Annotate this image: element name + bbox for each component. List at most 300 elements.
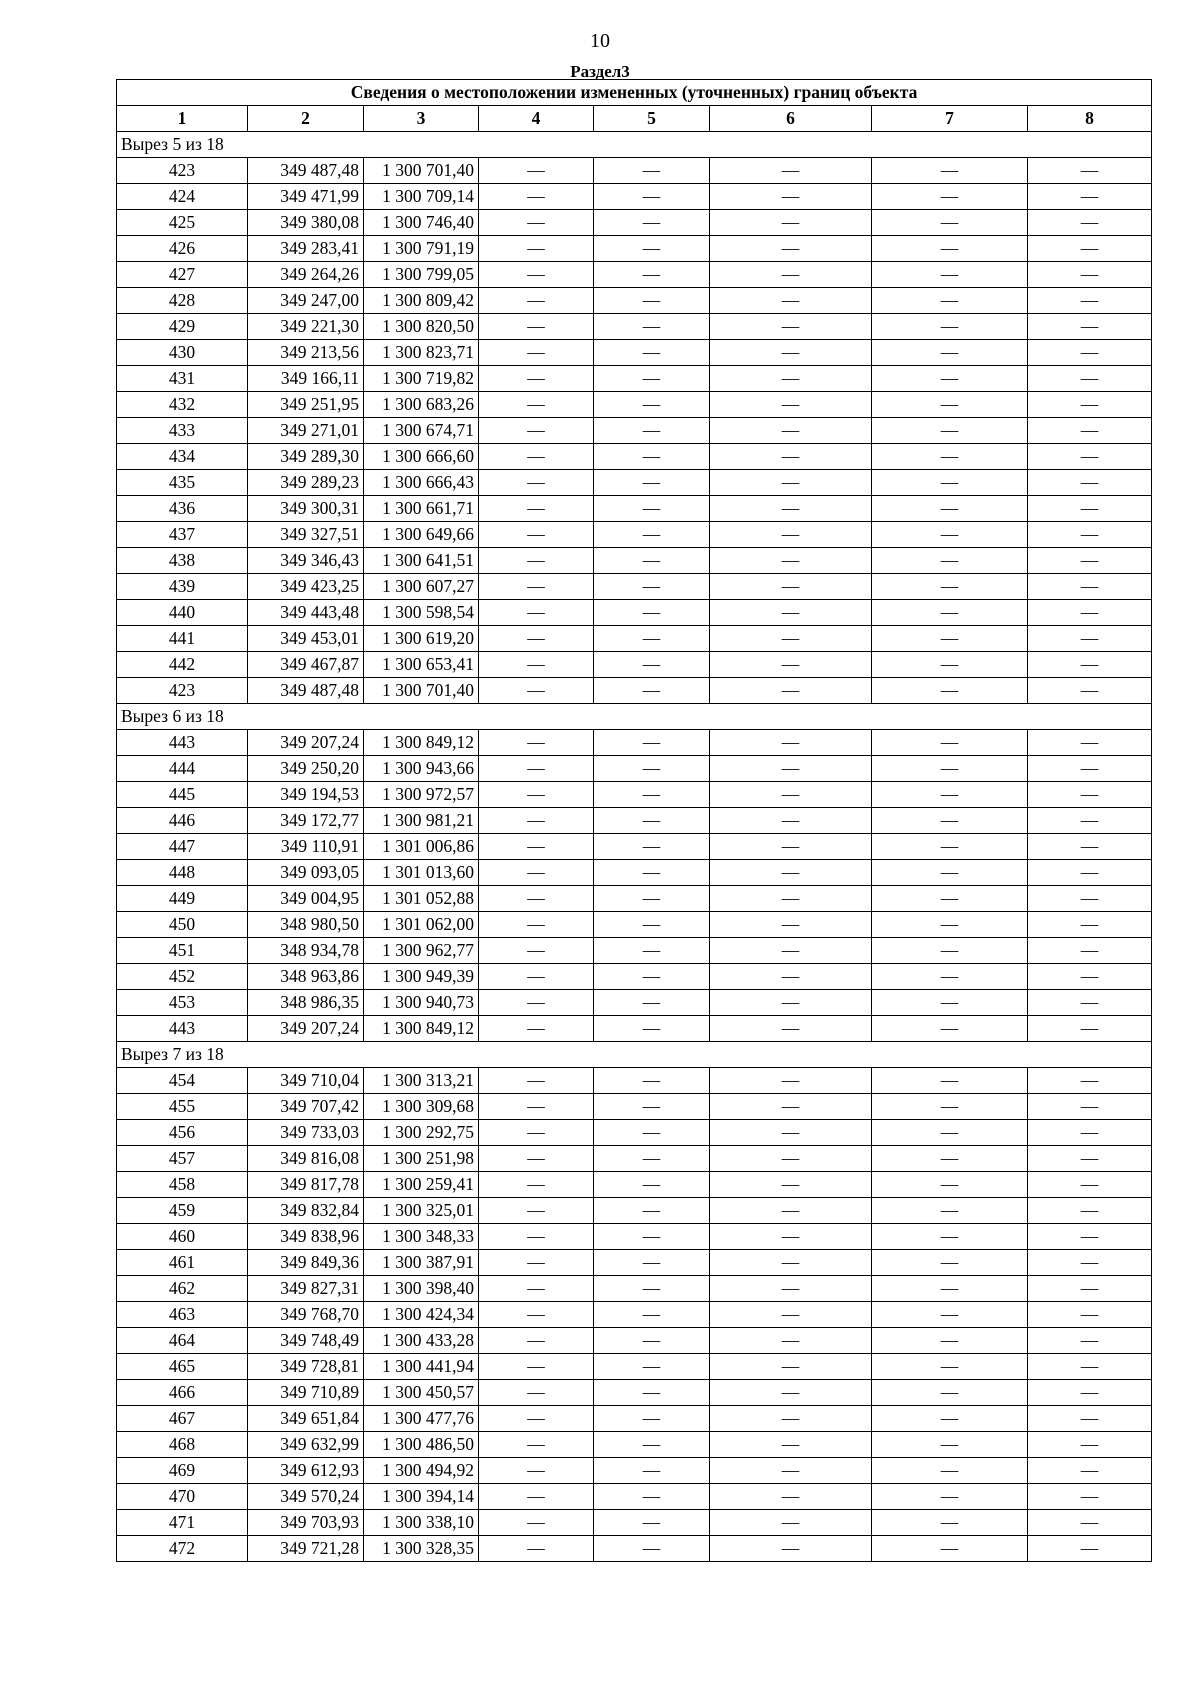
empty-value-cell: — — [479, 1146, 594, 1172]
y-coordinate-cell: 1 300 943,66 — [364, 756, 479, 782]
empty-value-cell: — — [1028, 1198, 1152, 1224]
y-coordinate-cell: 1 300 450,57 — [364, 1380, 479, 1406]
empty-value-cell: — — [1028, 366, 1152, 392]
table-row — [117, 314, 1152, 340]
empty-value-cell: — — [872, 522, 1028, 548]
empty-value-cell: — — [872, 210, 1028, 236]
point-number-cell: 467 — [117, 1406, 248, 1432]
y-coordinate-cell: 1 300 940,73 — [364, 990, 479, 1016]
x-coordinate-cell: 349 271,01 — [248, 418, 364, 444]
table-row — [117, 834, 1152, 860]
empty-value-cell: — — [1028, 288, 1152, 314]
empty-value-cell: — — [594, 548, 710, 574]
column-header: 8 — [1028, 106, 1152, 132]
empty-value-cell: — — [479, 1172, 594, 1198]
y-coordinate-cell: 1 300 433,28 — [364, 1328, 479, 1354]
empty-value-cell: — — [594, 912, 710, 938]
empty-value-cell: — — [594, 444, 710, 470]
empty-value-cell: — — [479, 158, 594, 184]
table-row — [117, 1172, 1152, 1198]
point-number-cell: 438 — [117, 548, 248, 574]
empty-value-cell: — — [594, 1484, 710, 1510]
empty-value-cell: — — [710, 314, 872, 340]
empty-value-cell: — — [1028, 262, 1152, 288]
empty-value-cell: — — [594, 1250, 710, 1276]
empty-value-cell: — — [479, 574, 594, 600]
table-row — [117, 860, 1152, 886]
empty-value-cell: — — [479, 392, 594, 418]
empty-value-cell: — — [1028, 1536, 1152, 1562]
empty-value-cell: — — [594, 1224, 710, 1250]
x-coordinate-cell: 349 207,24 — [248, 1016, 364, 1042]
x-coordinate-cell: 349 423,25 — [248, 574, 364, 600]
empty-value-cell: — — [872, 834, 1028, 860]
y-coordinate-cell: 1 300 325,01 — [364, 1198, 479, 1224]
x-coordinate-cell: 349 346,43 — [248, 548, 364, 574]
y-coordinate-cell: 1 300 641,51 — [364, 548, 479, 574]
empty-value-cell: — — [710, 1224, 872, 1250]
empty-value-cell: — — [710, 1354, 872, 1380]
empty-value-cell: — — [594, 1380, 710, 1406]
empty-value-cell: — — [479, 1016, 594, 1042]
empty-value-cell: — — [594, 938, 710, 964]
empty-value-cell: — — [710, 756, 872, 782]
empty-value-cell: — — [1028, 626, 1152, 652]
x-coordinate-cell: 349 283,41 — [248, 236, 364, 262]
y-coordinate-cell: 1 300 666,60 — [364, 444, 479, 470]
empty-value-cell: — — [479, 522, 594, 548]
empty-value-cell: — — [710, 1432, 872, 1458]
point-number-cell: 454 — [117, 1068, 248, 1094]
empty-value-cell: — — [872, 340, 1028, 366]
empty-value-cell: — — [479, 184, 594, 210]
table-row — [117, 1146, 1152, 1172]
empty-value-cell: — — [594, 860, 710, 886]
empty-value-cell: — — [872, 1406, 1028, 1432]
empty-value-cell: — — [872, 392, 1028, 418]
empty-value-cell: — — [872, 678, 1028, 704]
empty-value-cell: — — [872, 1510, 1028, 1536]
empty-value-cell: — — [1028, 1146, 1152, 1172]
empty-value-cell: — — [594, 496, 710, 522]
empty-value-cell: — — [872, 1250, 1028, 1276]
x-coordinate-cell: 349 487,48 — [248, 678, 364, 704]
empty-value-cell: — — [710, 288, 872, 314]
x-coordinate-cell: 349 264,26 — [248, 262, 364, 288]
empty-value-cell: — — [710, 652, 872, 678]
empty-value-cell: — — [1028, 990, 1152, 1016]
empty-value-cell: — — [594, 626, 710, 652]
empty-value-cell: — — [710, 1172, 872, 1198]
empty-value-cell: — — [1028, 444, 1152, 470]
empty-value-cell: — — [594, 1146, 710, 1172]
x-coordinate-cell: 349 004,95 — [248, 886, 364, 912]
y-coordinate-cell: 1 300 719,82 — [364, 366, 479, 392]
point-number-cell: 448 — [117, 860, 248, 886]
empty-value-cell: — — [710, 1380, 872, 1406]
x-coordinate-cell: 349 453,01 — [248, 626, 364, 652]
empty-value-cell: — — [1028, 418, 1152, 444]
y-coordinate-cell: 1 300 338,10 — [364, 1510, 479, 1536]
empty-value-cell: — — [594, 158, 710, 184]
empty-value-cell: — — [479, 210, 594, 236]
y-coordinate-cell: 1 300 701,40 — [364, 158, 479, 184]
empty-value-cell: — — [872, 860, 1028, 886]
empty-value-cell: — — [594, 392, 710, 418]
point-number-cell: 469 — [117, 1458, 248, 1484]
x-coordinate-cell: 349 221,30 — [248, 314, 364, 340]
page-number: 10 — [590, 30, 610, 52]
y-coordinate-cell: 1 300 849,12 — [364, 730, 479, 756]
empty-value-cell: — — [710, 600, 872, 626]
empty-value-cell: — — [479, 1432, 594, 1458]
point-number-cell: 451 — [117, 938, 248, 964]
empty-value-cell: — — [710, 236, 872, 262]
empty-value-cell: — — [872, 1068, 1028, 1094]
empty-value-cell: — — [1028, 600, 1152, 626]
empty-value-cell: — — [872, 158, 1028, 184]
point-number-cell: 434 — [117, 444, 248, 470]
table-row — [117, 756, 1152, 782]
y-coordinate-cell: 1 300 394,14 — [364, 1484, 479, 1510]
empty-value-cell: — — [710, 1328, 872, 1354]
empty-value-cell: — — [872, 366, 1028, 392]
empty-value-cell: — — [872, 1120, 1028, 1146]
empty-value-cell: — — [1028, 184, 1152, 210]
empty-value-cell: — — [710, 1484, 872, 1510]
point-number-cell: 423 — [117, 678, 248, 704]
x-coordinate-cell: 349 570,24 — [248, 1484, 364, 1510]
empty-value-cell: — — [710, 964, 872, 990]
x-coordinate-cell: 349 838,96 — [248, 1224, 364, 1250]
point-number-cell: 433 — [117, 418, 248, 444]
point-number-cell: 423 — [117, 158, 248, 184]
x-coordinate-cell: 349 166,11 — [248, 366, 364, 392]
point-number-cell: 441 — [117, 626, 248, 652]
empty-value-cell: — — [1028, 860, 1152, 886]
y-coordinate-cell: 1 300 791,19 — [364, 236, 479, 262]
empty-value-cell: — — [710, 1510, 872, 1536]
empty-value-cell: — — [1028, 756, 1152, 782]
y-coordinate-cell: 1 300 683,26 — [364, 392, 479, 418]
x-coordinate-cell: 349 816,08 — [248, 1146, 364, 1172]
empty-value-cell: — — [872, 548, 1028, 574]
x-coordinate-cell: 349 612,93 — [248, 1458, 364, 1484]
empty-value-cell: — — [872, 1016, 1028, 1042]
y-coordinate-cell: 1 301 062,00 — [364, 912, 479, 938]
column-header: 3 — [364, 106, 479, 132]
x-coordinate-cell: 349 467,87 — [248, 652, 364, 678]
x-coordinate-cell: 349 849,36 — [248, 1250, 364, 1276]
x-coordinate-cell: 348 963,86 — [248, 964, 364, 990]
empty-value-cell: — — [594, 1432, 710, 1458]
empty-value-cell: — — [710, 158, 872, 184]
point-number-cell: 471 — [117, 1510, 248, 1536]
empty-value-cell: — — [479, 340, 594, 366]
x-coordinate-cell: 349 651,84 — [248, 1406, 364, 1432]
table-row — [117, 1302, 1152, 1328]
empty-value-cell: — — [872, 990, 1028, 1016]
table-row — [117, 1276, 1152, 1302]
table-row — [117, 496, 1152, 522]
empty-value-cell: — — [872, 444, 1028, 470]
table-row — [117, 1406, 1152, 1432]
table-row — [117, 1510, 1152, 1536]
point-number-cell: 464 — [117, 1328, 248, 1354]
empty-value-cell: — — [1028, 1068, 1152, 1094]
table-row — [117, 1328, 1152, 1354]
y-coordinate-cell: 1 300 746,40 — [364, 210, 479, 236]
table-row — [117, 1354, 1152, 1380]
empty-value-cell: — — [594, 1094, 710, 1120]
empty-value-cell: — — [594, 314, 710, 340]
group-header-row — [117, 1042, 1152, 1068]
empty-value-cell: — — [594, 600, 710, 626]
empty-value-cell: — — [872, 288, 1028, 314]
column-header: 5 — [594, 106, 710, 132]
table-row — [117, 1432, 1152, 1458]
empty-value-cell: — — [479, 496, 594, 522]
y-coordinate-cell: 1 300 709,14 — [364, 184, 479, 210]
point-number-cell: 470 — [117, 1484, 248, 1510]
empty-value-cell: — — [710, 1250, 872, 1276]
column-header: 2 — [248, 106, 364, 132]
empty-value-cell: — — [872, 496, 1028, 522]
table-row — [117, 938, 1152, 964]
table-row — [117, 886, 1152, 912]
empty-value-cell: — — [1028, 808, 1152, 834]
table-row — [117, 522, 1152, 548]
y-coordinate-cell: 1 300 328,35 — [364, 1536, 479, 1562]
point-number-cell: 447 — [117, 834, 248, 860]
empty-value-cell: — — [872, 600, 1028, 626]
table-row — [117, 600, 1152, 626]
empty-value-cell: — — [479, 1224, 594, 1250]
empty-value-cell: — — [872, 1224, 1028, 1250]
group-header-row — [117, 132, 1152, 158]
empty-value-cell: — — [594, 756, 710, 782]
empty-value-cell: — — [594, 678, 710, 704]
empty-value-cell: — — [1028, 912, 1152, 938]
empty-value-cell: — — [710, 730, 872, 756]
point-number-cell: 436 — [117, 496, 248, 522]
point-number-cell: 426 — [117, 236, 248, 262]
table-row — [117, 626, 1152, 652]
empty-value-cell: — — [594, 1172, 710, 1198]
point-number-cell: 442 — [117, 652, 248, 678]
table-row — [117, 1536, 1152, 1562]
empty-value-cell: — — [1028, 158, 1152, 184]
empty-value-cell: — — [479, 314, 594, 340]
x-coordinate-cell: 349 733,03 — [248, 1120, 364, 1146]
table-row — [117, 392, 1152, 418]
x-coordinate-cell: 349 817,78 — [248, 1172, 364, 1198]
empty-value-cell: — — [479, 262, 594, 288]
point-number-cell: 452 — [117, 964, 248, 990]
empty-value-cell: — — [710, 1276, 872, 1302]
table-row — [117, 652, 1152, 678]
empty-value-cell: — — [479, 626, 594, 652]
column-header: 1 — [117, 106, 248, 132]
x-coordinate-cell: 349 710,04 — [248, 1068, 364, 1094]
empty-value-cell: — — [594, 1328, 710, 1354]
point-number-cell: 455 — [117, 1094, 248, 1120]
empty-value-cell: — — [710, 626, 872, 652]
table-row — [117, 1094, 1152, 1120]
empty-value-cell: — — [710, 418, 872, 444]
column-header: 6 — [710, 106, 872, 132]
empty-value-cell: — — [479, 678, 594, 704]
empty-value-cell: — — [594, 1068, 710, 1094]
group-label: Вырез 5 из 18 — [117, 132, 1152, 158]
x-coordinate-cell: 349 443,48 — [248, 600, 364, 626]
table-body — [117, 132, 1152, 1562]
x-coordinate-cell: 349 251,95 — [248, 392, 364, 418]
y-coordinate-cell: 1 300 661,71 — [364, 496, 479, 522]
point-number-cell: 450 — [117, 912, 248, 938]
x-coordinate-cell: 349 728,81 — [248, 1354, 364, 1380]
empty-value-cell: — — [710, 1302, 872, 1328]
empty-value-cell: — — [710, 1068, 872, 1094]
table-row — [117, 1016, 1152, 1042]
empty-value-cell: — — [872, 1198, 1028, 1224]
table-row — [117, 1198, 1152, 1224]
empty-value-cell: — — [872, 1354, 1028, 1380]
empty-value-cell: — — [710, 1146, 872, 1172]
empty-value-cell: — — [1028, 210, 1152, 236]
empty-value-cell: — — [710, 886, 872, 912]
table-row — [117, 1120, 1152, 1146]
empty-value-cell: — — [710, 990, 872, 1016]
y-coordinate-cell: 1 300 962,77 — [364, 938, 479, 964]
empty-value-cell: — — [479, 990, 594, 1016]
empty-value-cell: — — [710, 184, 872, 210]
point-number-cell: 457 — [117, 1146, 248, 1172]
table-row — [117, 730, 1152, 756]
empty-value-cell: — — [1028, 522, 1152, 548]
table-row — [117, 1224, 1152, 1250]
empty-value-cell: — — [872, 1432, 1028, 1458]
empty-value-cell: — — [1028, 1224, 1152, 1250]
empty-value-cell: — — [594, 470, 710, 496]
x-coordinate-cell: 349 110,91 — [248, 834, 364, 860]
empty-value-cell: — — [1028, 548, 1152, 574]
x-coordinate-cell: 348 986,35 — [248, 990, 364, 1016]
y-coordinate-cell: 1 300 619,20 — [364, 626, 479, 652]
x-coordinate-cell: 349 632,99 — [248, 1432, 364, 1458]
empty-value-cell: — — [872, 808, 1028, 834]
empty-value-cell: — — [594, 262, 710, 288]
empty-value-cell: — — [710, 782, 872, 808]
x-coordinate-cell: 349 300,31 — [248, 496, 364, 522]
empty-value-cell: — — [479, 236, 594, 262]
empty-value-cell: — — [1028, 496, 1152, 522]
empty-value-cell: — — [710, 210, 872, 236]
empty-value-cell: — — [594, 1198, 710, 1224]
empty-value-cell: — — [1028, 1458, 1152, 1484]
point-number-cell: 466 — [117, 1380, 248, 1406]
point-number-cell: 431 — [117, 366, 248, 392]
x-coordinate-cell: 348 934,78 — [248, 938, 364, 964]
empty-value-cell: — — [872, 912, 1028, 938]
point-number-cell: 443 — [117, 730, 248, 756]
point-number-cell: 459 — [117, 1198, 248, 1224]
y-coordinate-cell: 1 300 981,21 — [364, 808, 479, 834]
table-row — [117, 964, 1152, 990]
empty-value-cell: — — [479, 860, 594, 886]
empty-value-cell: — — [1028, 470, 1152, 496]
empty-value-cell: — — [872, 236, 1028, 262]
empty-value-cell: — — [479, 1380, 594, 1406]
point-number-cell: 444 — [117, 756, 248, 782]
empty-value-cell: — — [594, 808, 710, 834]
point-number-cell: 446 — [117, 808, 248, 834]
empty-value-cell: — — [710, 808, 872, 834]
y-coordinate-cell: 1 300 972,57 — [364, 782, 479, 808]
point-number-cell: 430 — [117, 340, 248, 366]
empty-value-cell: — — [594, 1276, 710, 1302]
table-row — [117, 678, 1152, 704]
y-coordinate-cell: 1 300 309,68 — [364, 1094, 479, 1120]
empty-value-cell: — — [594, 366, 710, 392]
y-coordinate-cell: 1 300 494,92 — [364, 1458, 479, 1484]
table-row — [117, 912, 1152, 938]
table-row — [117, 1250, 1152, 1276]
empty-value-cell: — — [1028, 730, 1152, 756]
empty-value-cell: — — [1028, 1484, 1152, 1510]
table-row — [117, 366, 1152, 392]
empty-value-cell: — — [594, 652, 710, 678]
point-number-cell: 439 — [117, 574, 248, 600]
point-number-cell: 435 — [117, 470, 248, 496]
empty-value-cell: — — [872, 964, 1028, 990]
y-coordinate-cell: 1 300 259,41 — [364, 1172, 479, 1198]
y-coordinate-cell: 1 300 441,94 — [364, 1354, 479, 1380]
y-coordinate-cell: 1 300 607,27 — [364, 574, 479, 600]
x-coordinate-cell: 349 768,70 — [248, 1302, 364, 1328]
y-coordinate-cell: 1 300 820,50 — [364, 314, 479, 340]
y-coordinate-cell: 1 300 292,75 — [364, 1120, 479, 1146]
empty-value-cell: — — [710, 912, 872, 938]
empty-value-cell: — — [710, 860, 872, 886]
empty-value-cell: — — [479, 548, 594, 574]
x-coordinate-cell: 349 327,51 — [248, 522, 364, 548]
empty-value-cell: — — [710, 444, 872, 470]
table-row — [117, 1068, 1152, 1094]
empty-value-cell: — — [594, 964, 710, 990]
point-number-cell: 437 — [117, 522, 248, 548]
y-coordinate-cell: 1 300 674,71 — [364, 418, 479, 444]
empty-value-cell: — — [872, 574, 1028, 600]
empty-value-cell: — — [710, 1016, 872, 1042]
empty-value-cell: — — [1028, 938, 1152, 964]
table-row — [117, 236, 1152, 262]
x-coordinate-cell: 349 827,31 — [248, 1276, 364, 1302]
empty-value-cell: — — [1028, 1328, 1152, 1354]
empty-value-cell: — — [479, 1328, 594, 1354]
y-coordinate-cell: 1 300 387,91 — [364, 1250, 479, 1276]
empty-value-cell: — — [710, 1536, 872, 1562]
empty-value-cell: — — [594, 1458, 710, 1484]
empty-value-cell: — — [872, 1536, 1028, 1562]
empty-value-cell: — — [872, 938, 1028, 964]
table-row — [117, 782, 1152, 808]
empty-value-cell: — — [479, 782, 594, 808]
point-number-cell: 456 — [117, 1120, 248, 1146]
empty-value-cell: — — [594, 236, 710, 262]
empty-value-cell: — — [1028, 782, 1152, 808]
table-row — [117, 574, 1152, 600]
